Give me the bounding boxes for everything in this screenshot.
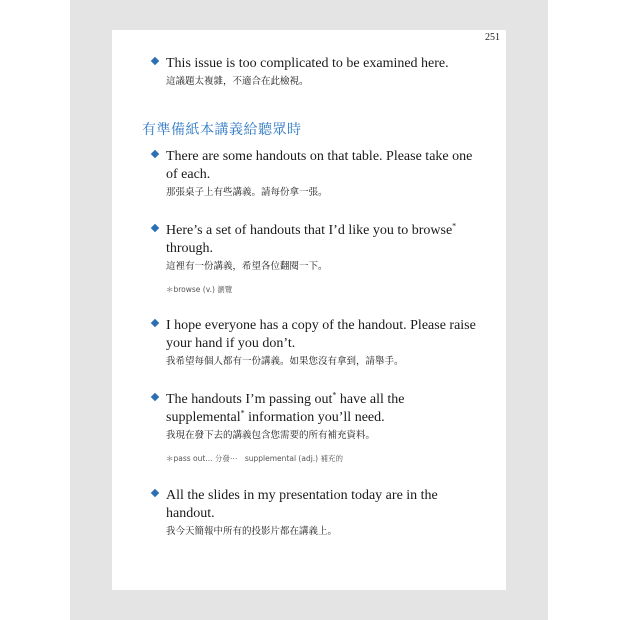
diamond-bullet-icon — [151, 57, 159, 65]
chinese-translation: 我今天簡報中所有的投影片都在講義上。 — [166, 526, 338, 537]
chinese-translation: 這裡有一份講義，希望各位翻閱一下。 — [166, 261, 328, 272]
diamond-bullet-icon — [151, 489, 159, 497]
phrase-item — [166, 317, 486, 369]
diamond-bullet-icon — [151, 150, 159, 158]
section-heading: 有準備紙本講義給聽眾時 — [142, 122, 302, 138]
chinese-translation: 我希望每個人都有一份講義。如果您沒有拿到，請舉手。 — [166, 356, 404, 367]
diamond-bullet-icon — [151, 319, 159, 327]
english-sentence: Here’s a set of handouts that I’d like you to browse* through. — [166, 221, 457, 256]
vocabulary-note: ＊pass out... 分發⋯ supplemental (adj.) 補充的 — [166, 454, 343, 463]
phrase-item — [166, 55, 486, 89]
book-page — [112, 30, 506, 590]
page-number: 251 — [485, 32, 500, 43]
diamond-bullet-icon — [151, 393, 159, 401]
chinese-translation: 這議題太複雜，不適合在此檢視。 — [166, 76, 309, 87]
phrase-item — [166, 148, 486, 200]
english-sentence: The handouts I’m passing out* have all the supplemental* information you’ll need. — [166, 390, 405, 425]
phrase-item — [166, 391, 486, 464]
english-sentence: I hope everyone has a copy of the handout. Please raise your hand if you don’t. — [166, 318, 476, 351]
phrase-item — [166, 222, 486, 295]
chinese-translation: 那張桌子上有些講義。請每份拿一張。 — [166, 187, 328, 198]
english-sentence: There are some handouts on that table. Please take one of each. — [166, 149, 473, 182]
phrase-item — [166, 487, 486, 539]
english-sentence: This issue is too complicated to be examined here. — [166, 56, 449, 71]
chinese-translation: 我現在發下去的講義包含您需要的所有補充資料。 — [166, 430, 376, 441]
diamond-bullet-icon — [151, 224, 159, 232]
english-sentence: All the slides in my presentation today are in the handout. — [166, 488, 438, 521]
vocabulary-note: ＊browse (v.) 瀏覽 — [166, 285, 233, 294]
